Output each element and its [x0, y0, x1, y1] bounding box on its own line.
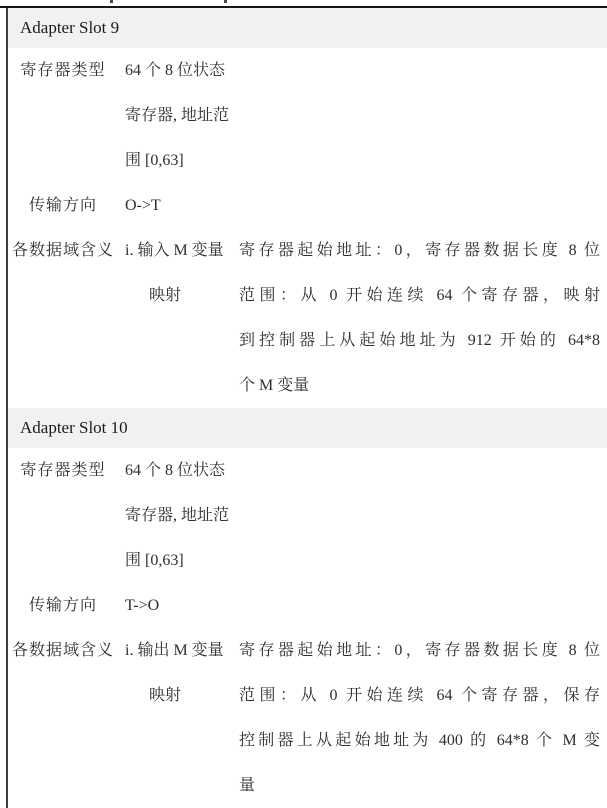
row-label-cell	[8, 183, 118, 228]
row-label-cell	[8, 583, 118, 628]
row-value-cell	[118, 583, 234, 628]
table-row-data-field-meaning	[8, 228, 607, 408]
row-detail-cell	[234, 228, 607, 408]
value-line: i. 输入 M 变量	[125, 242, 224, 259]
cropped-glyph-remnant	[110, 0, 113, 3]
row-label: 传输方向	[28, 597, 97, 614]
detail-line: 寄存器起始地址：0，寄存器数据长度 8 位	[239, 642, 600, 659]
detail-line: 范围：从 0 开始连续 64 个寄存器，保存	[239, 687, 600, 704]
value-line: 围 [0,63]	[125, 552, 184, 569]
table-row-data-field-meaning	[8, 628, 607, 808]
detail-line: 寄存器起始地址：0，寄存器数据长度 8 位	[239, 242, 600, 259]
row-label-cell	[8, 228, 118, 273]
adapter-slots-table	[6, 8, 607, 808]
row-label-cell	[8, 628, 118, 673]
row-label: 传输方向	[28, 197, 97, 214]
row-value-cell	[118, 48, 234, 183]
row-value-cell	[118, 628, 234, 718]
value-line: 寄存器, 地址范	[125, 507, 230, 524]
row-value-cell	[118, 448, 234, 583]
value-line: 寄存器, 地址范	[125, 107, 230, 124]
table-row-transfer-direction	[8, 583, 607, 628]
value-line: O->T	[125, 197, 161, 214]
table-row-transfer-direction	[8, 183, 607, 228]
value-line: 映射	[149, 287, 182, 304]
value-line: 映射	[149, 687, 182, 704]
detail-line: 个 M 变量	[239, 377, 310, 394]
row-value-cell	[118, 228, 234, 318]
row-label: 寄存器类型	[20, 62, 106, 79]
detail-line: 量	[239, 777, 256, 794]
detail-line: 到控制器上从起始地址为 912 开始的 64*8	[239, 332, 600, 349]
section-header-slot-9: Adapter Slot 9	[8, 8, 607, 48]
detail-line: 控制器上从起始地址为 400 的 64*8 个 M 变	[239, 732, 600, 749]
row-label-cell	[8, 448, 118, 493]
value-line: i. 输出 M 变量	[125, 642, 224, 659]
table-row-register-type	[8, 48, 607, 183]
row-label: 各数据域含义	[11, 242, 114, 259]
value-line: 64 个 8 位状态	[125, 62, 226, 79]
row-label: 各数据域含义	[11, 642, 114, 659]
value-line: 围 [0,63]	[125, 152, 184, 169]
detail-line: 范围：从 0 开始连续 64 个寄存器，映射	[239, 287, 600, 304]
row-value-cell	[118, 183, 234, 228]
value-line: T->O	[125, 597, 160, 614]
row-label-cell	[8, 48, 118, 93]
row-detail-cell	[234, 628, 607, 808]
section-header-slot-10: Adapter Slot 10	[8, 408, 607, 448]
value-line: 64 个 8 位状态	[125, 462, 226, 479]
row-label: 寄存器类型	[20, 462, 106, 479]
cropped-glyph-remnant	[224, 0, 227, 3]
table-row-register-type	[8, 448, 607, 583]
